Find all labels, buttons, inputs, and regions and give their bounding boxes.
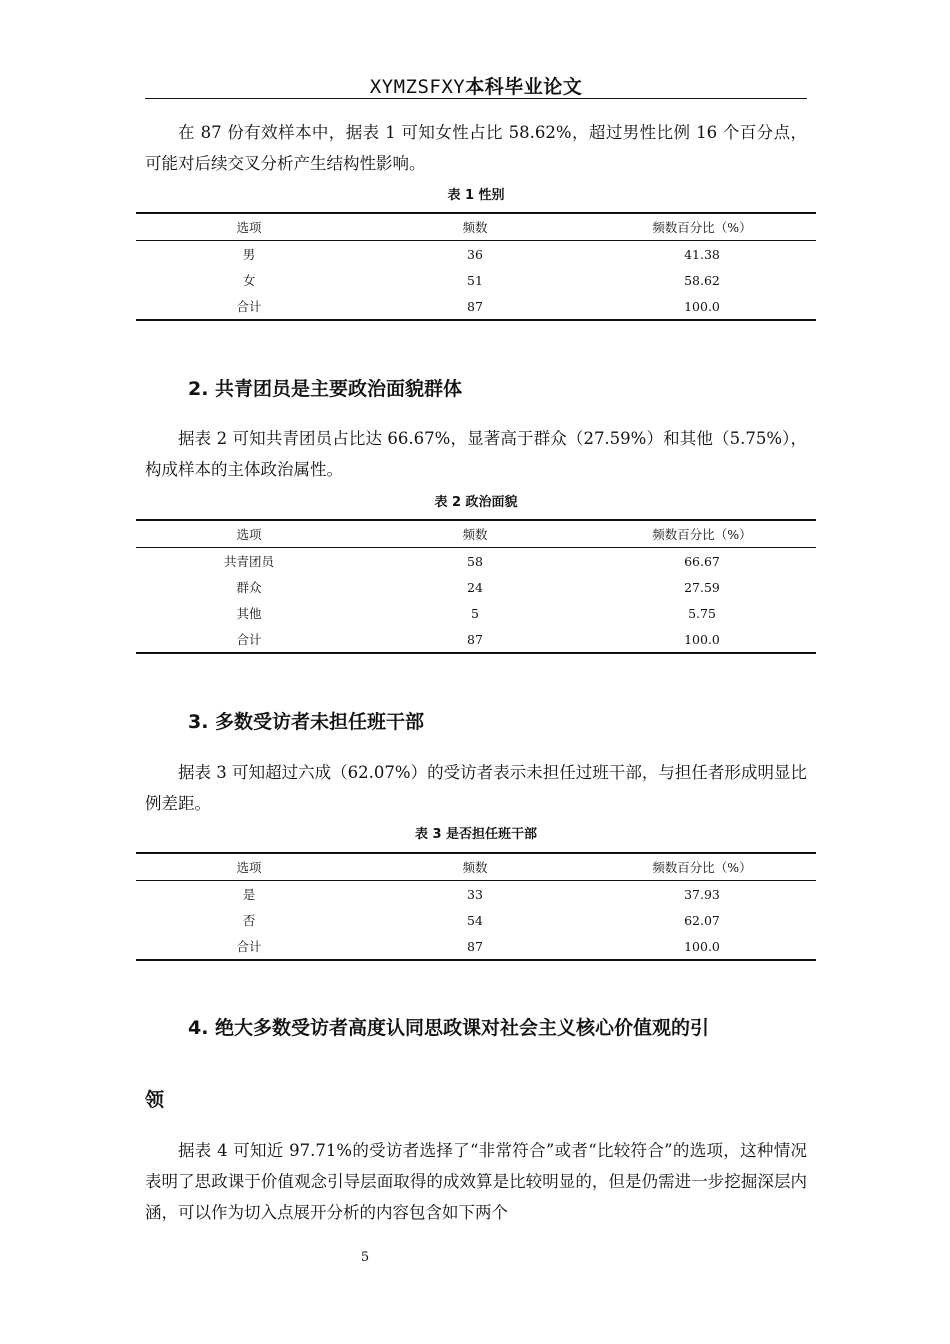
cell-frequency: 24 [467, 579, 483, 595]
cell-option: 女 [242, 273, 256, 288]
running-header [145, 72, 807, 99]
cell-option: 合计 [236, 632, 262, 647]
cell-percent: 41.38 [684, 246, 720, 262]
cell-percent: 100.0 [684, 298, 720, 314]
cell-frequency: 51 [467, 272, 483, 288]
col-header-option: 选项 [136, 213, 362, 241]
cell-percent: 58.62 [684, 272, 720, 288]
table-row [136, 241, 816, 268]
paragraph-class-cadre: 据表 3 可知超过六成（62.07%）的受访者表示未担任过班干部，与担任者形成明显比例差距。 [145, 763, 807, 813]
col-header-percent: 频数百分比（%） [588, 213, 816, 241]
cell-frequency: 87 [467, 298, 483, 314]
cell-option: 其他 [236, 606, 262, 621]
col-header-frequency: 频数 [362, 853, 588, 881]
cell-frequency: 36 [467, 246, 483, 262]
table-row [136, 933, 816, 960]
header-cn: 本科毕业论文 [465, 76, 583, 98]
cell-frequency: 87 [467, 631, 483, 647]
cell-option: 合计 [236, 939, 262, 954]
header-rule [145, 98, 807, 99]
cell-option: 共青团员 [223, 554, 274, 569]
table-header-row [136, 853, 816, 881]
col-header-option: 选项 [136, 853, 362, 881]
paragraph-values: 据表 4 可知近 97.71%的受访者选择了“非常符合”或者“比较符合”的选项，这种情况表明了思政课于价值观念引导层面取得的成效算是比较明显的，但是仍需进一步挖掘深层内涵，可以作为切入点展开分析的内容包含如下两个 [145, 1141, 807, 1222]
table-row [136, 881, 816, 908]
section-heading-4: 4. 绝大多数受访者高度认同思政课对社会主义核心价值观的引 [188, 1017, 710, 1039]
col-header-percent: 频数百分比（%） [588, 853, 816, 881]
table-row [136, 626, 816, 653]
table-row [136, 907, 816, 933]
cell-option: 群众 [236, 580, 262, 595]
table1-caption: 表 1 性别 [447, 188, 505, 203]
col-header-frequency: 频数 [362, 520, 588, 548]
cell-option: 合计 [236, 299, 262, 314]
table-header-row [136, 213, 816, 241]
cell-frequency: 58 [467, 553, 483, 569]
cell-frequency: 5 [471, 605, 479, 621]
col-header-option: 选项 [136, 520, 362, 548]
table3-caption: 表 3 是否担任班干部 [414, 827, 538, 842]
cell-percent: 100.0 [684, 631, 720, 647]
cell-option: 否 [242, 913, 256, 928]
table-row [136, 548, 816, 575]
table-header-row [136, 520, 816, 548]
table-row [136, 267, 816, 293]
table-row [136, 574, 816, 600]
cell-percent: 37.93 [684, 886, 720, 902]
page-number: 5 [360, 1250, 370, 1265]
table-row [136, 600, 816, 626]
table2-political-status [136, 519, 816, 654]
cell-percent: 5.75 [688, 605, 716, 621]
table3-class-cadre [136, 852, 816, 961]
cell-percent: 100.0 [684, 938, 720, 954]
cell-frequency: 87 [467, 938, 483, 954]
col-header-percent: 频数百分比（%） [588, 520, 816, 548]
cell-frequency: 33 [467, 886, 483, 902]
table1-gender [136, 212, 816, 321]
cell-percent: 66.67 [684, 553, 720, 569]
header-latin: XYMZSFXY [369, 76, 466, 98]
cell-option: 是 [242, 887, 256, 902]
table-row [136, 293, 816, 320]
section-heading-3: 3. 多数受访者未担任班干部 [188, 711, 425, 733]
table2-caption: 表 2 政治面貌 [434, 495, 518, 510]
paragraph-political: 据表 2 可知共青团员占比达 66.67%，显著高于群众（27.59%）和其他（5.75%），构成样本的主体政治属性。 [145, 429, 807, 479]
cell-option: 男 [242, 247, 256, 262]
section-heading-4-continued: 领 [145, 1089, 165, 1111]
cell-frequency: 54 [467, 912, 483, 928]
cell-percent: 62.07 [684, 912, 720, 928]
paragraph-gender: 在 87 份有效样本中，据表 1 可知女性占比 58.62%，超过男性比例 16 个百分点，可能对后续交叉分析产生结构性影响。 [145, 123, 807, 173]
section-heading-2: 2. 共青团员是主要政治面貌群体 [188, 378, 463, 400]
cell-percent: 27.59 [684, 579, 720, 595]
col-header-frequency: 频数 [362, 213, 588, 241]
